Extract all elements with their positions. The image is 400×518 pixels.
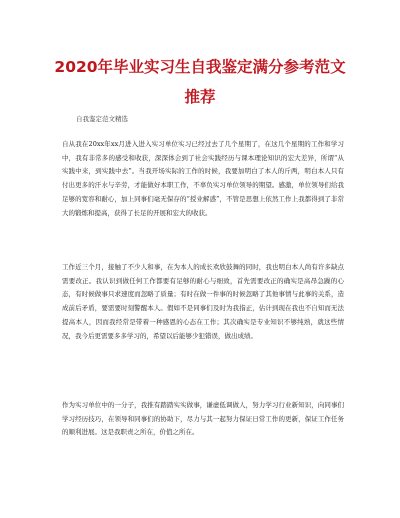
document-title-line-2: 推荐	[184, 88, 216, 106]
body-paragraph-1: 自从我在20xx年xx月进入进入实习单位实习已经过去了几个星期了，在这几个星期的工作和学习中，我有非常多的感受和收获，深深体会到了社会实践经历与课本理论知识的宏大差异，所谓“从实践中来，到实践中去”。当我开场实际的工作的时候，我要加明白了本人的斤两，明白本人只有付出更多的汗水与辛劳，才能做好本职工作，不辜负实习单位领导的期望。感激，单位领导们给我足够的宽容和耐心，加上同事们毫无保存的“授业解惑”，不管是思想上依然工作上我都得到了非常大的锻炼和提高，获得了长足的开展和宏大的收获。	[62, 140, 344, 217]
body-paragraph-2: 工作近三个月，接触了不少人和事，在为本人的成长欢欣鼓舞的同时，我也明白本人尚有许多缺点需要改正。我认识到做任何工作都要有足够的耐心与细致，首先需要改正的确实是高昂急躁的心态，有时候做事只求速度而忽略了质量；有时在做一件事的时候忽略了其他事情与此事的关系，造成前后矛盾，要需要时刻警醒本人。假如不是同事们及时为我指正，估计到现在我也不自知而无法提高本人，因而我经常是带着一种感恩的心态在工作；其次确实是专业知识不够纯熟，就这些情况，我今后更需要多多学习的，希望以后能够少犯错误，做出成绩。	[62, 263, 344, 340]
document-title-line-1: 2020年毕业实习生自我鉴定满分参考范文	[54, 58, 346, 76]
document-subtitle: 自我鉴定范文精选	[76, 115, 128, 123]
body-paragraph-3: 作为实习单位中的一分子，我推有踏踏实实做事，谦虚低调做人，努力学习行业新知识，向同事们学习经历技巧，在领导和同事们的协助下，尽力与其一起努力保证日常工作的更新，保证工作任务的顺利进展。这是我职责之所在，价值之所在。	[62, 401, 344, 437]
